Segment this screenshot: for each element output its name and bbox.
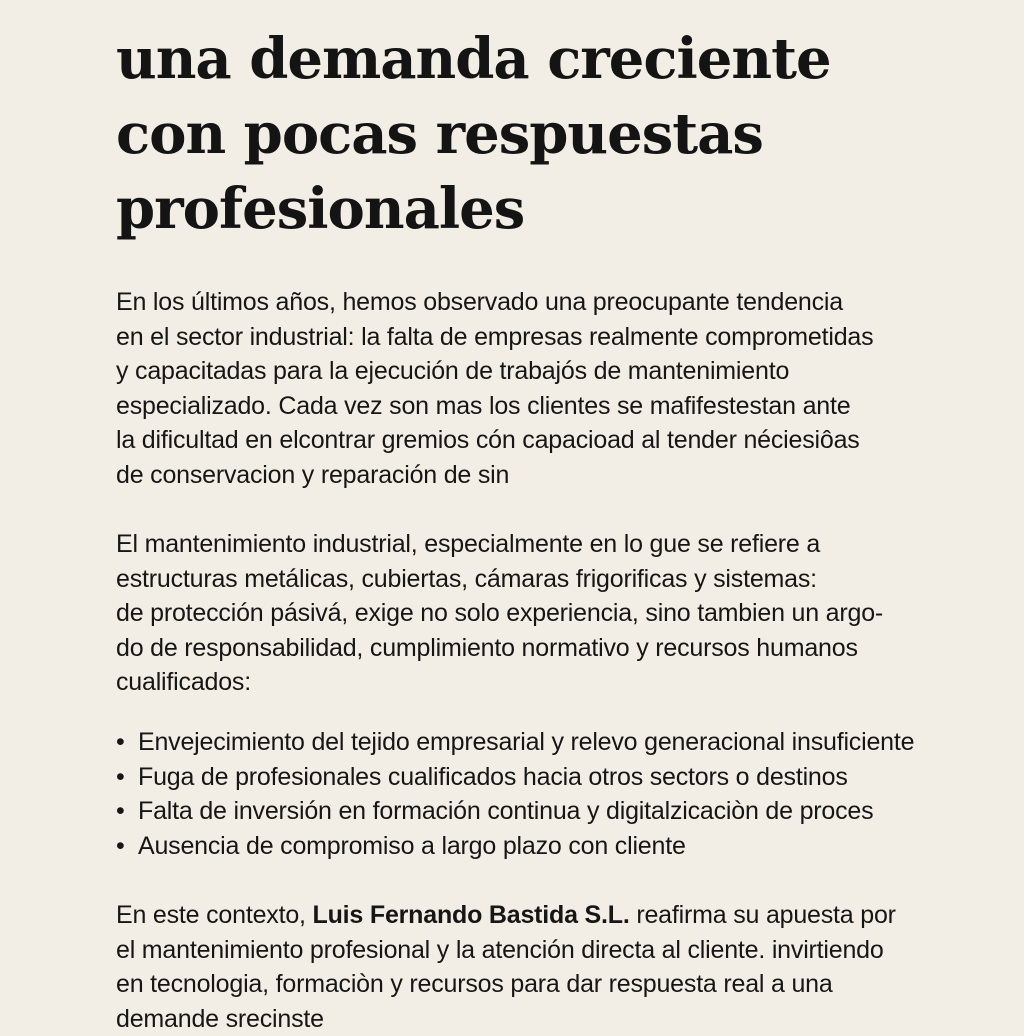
text-line: en el sector industrial: la falta de empresas realmente comprometidas [116, 320, 873, 355]
page-title [116, 22, 831, 247]
conclusion-paragraph [116, 898, 896, 1036]
bullet-list [116, 725, 914, 863]
text-line: en tecnologia, formaciòn y recursos para dar respuesta real a una [116, 967, 896, 1002]
list-item-text: Ausencia de compromiso a largo plazo con cliente [138, 829, 686, 864]
text-span: reafirma su apuesta por [630, 901, 896, 929]
title-line: una demanda creciente [116, 22, 831, 97]
company-name: Luis Fernando Bastida S.L. [313, 901, 630, 929]
list-item-text: Envejecimiento del tejido empresarial y relevo generacional insuficiente [138, 725, 914, 760]
text-line: y capacitadas para la ejecución de trabajós de mantenimiento [116, 354, 873, 389]
bullet-icon: • [116, 829, 138, 864]
text-line: el mantenimiento profesional y la atención directa al cliente. invirtiendo [116, 933, 896, 968]
text-line: la dificultad en elcontrar gremios cón capacioad al tender néciesiôas [116, 423, 873, 458]
bullet-icon: • [116, 725, 138, 760]
bullet-icon: • [116, 760, 138, 795]
maintenance-paragraph [116, 527, 883, 700]
text-line: El mantenimiento industrial, especialmente en lo gue se refiere a [116, 527, 883, 562]
list-item-text: Falta de inversión en formación continua y digitalzicaciòn de proces [138, 794, 873, 829]
text-line [116, 898, 896, 933]
list-item [116, 829, 914, 864]
text-line: cualificados: [116, 665, 883, 700]
intro-paragraph [116, 285, 873, 492]
list-item [116, 794, 914, 829]
bullet-icon: • [116, 794, 138, 829]
list-item [116, 725, 914, 760]
text-line: estructuras metálicas, cubiertas, cámaras frigorificas y sistemas: [116, 562, 883, 597]
text-line: de protección pásivá, exige no solo experiencia, sino tambien un argo- [116, 596, 883, 631]
text-line: En los últimos años, hemos observado una preocupante tendencia [116, 285, 873, 320]
title-line: con pocas respuestas [116, 97, 831, 172]
list-item [116, 760, 914, 795]
title-line: profesionales [116, 172, 831, 247]
text-line: do de responsabilidad, cumplimiento normativo y recursos humanos [116, 631, 883, 666]
text-span: En este contexto, [116, 901, 313, 929]
list-item-text: Fuga de profesionales cualificados hacia otros sectors o destinos [138, 760, 848, 795]
text-line: de conservacion y reparación de sin [116, 458, 873, 493]
text-line: demande srecinste [116, 1002, 896, 1036]
text-line: especializado. Cada vez son mas los clientes se mafifestestan ante [116, 389, 873, 424]
